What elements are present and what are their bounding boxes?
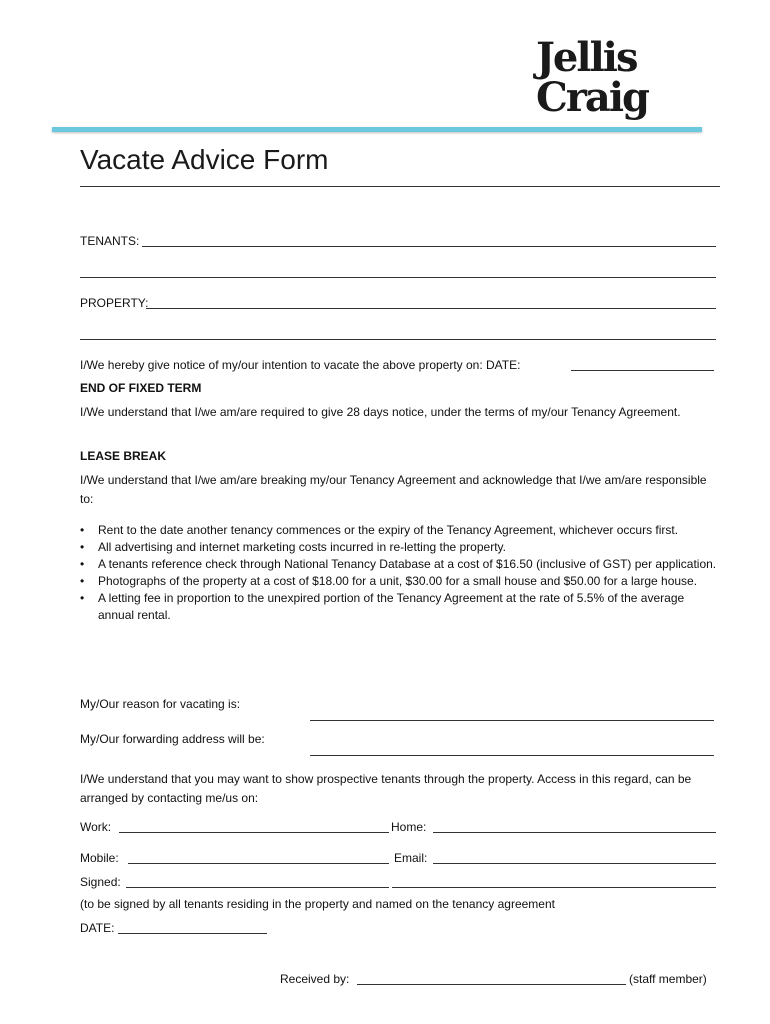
home-phone-field[interactable] xyxy=(433,832,716,833)
bullet-icon: • xyxy=(80,523,85,537)
signature-field-1[interactable] xyxy=(126,887,389,888)
notice-text: I/We hereby give notice of my/our intention to vacate the above property on: DATE: xyxy=(80,358,521,372)
forwarding-address-field[interactable] xyxy=(310,755,714,756)
reason-field[interactable] xyxy=(310,720,714,721)
lease-break-list xyxy=(80,522,720,624)
received-by-field[interactable] xyxy=(357,984,626,985)
signed-label: Signed: xyxy=(80,875,121,889)
tenants-label: TENANTS: xyxy=(80,234,140,248)
property-field-line-2[interactable] xyxy=(80,339,716,340)
email-label: Email: xyxy=(394,851,428,865)
lease-break-text: I/We understand that I/we am/are breaking my/our Tenancy Agreement and acknowledge that I/we am/are responsible to: xyxy=(80,473,707,506)
logo-line-2: Craig xyxy=(536,74,648,121)
header-accent-bar xyxy=(52,127,702,132)
list-item: • A letting fee in proportion to the unexpired portion of the Tenancy Agreement at the rate of 5.5% of the average annual rental. xyxy=(80,591,685,622)
fixed-term-heading: END OF FIXED TERM xyxy=(80,381,202,395)
property-label: PROPERTY: xyxy=(80,296,149,310)
vacate-date-field[interactable] xyxy=(571,370,714,371)
list-item: • A tenants reference check through National Tenancy Database at a cost of $16.50 (inclusive of GST) per application. xyxy=(80,557,717,571)
signed-note: (to be signed by all tenants residing in the property and named on the tenancy agreement xyxy=(80,897,555,911)
work-label: Work: xyxy=(80,820,112,834)
bullet-icon: • xyxy=(80,591,85,605)
list-item: • Photographs of the property at a cost of $18.00 for a unit, $30.00 for a small house and $50.00 for a large house. xyxy=(80,574,698,588)
logo-line-1: Jellis xyxy=(536,34,637,81)
mobile-phone-field[interactable] xyxy=(128,863,389,864)
signature-field-2[interactable] xyxy=(392,887,716,888)
reason-label: My/Our reason for vacating is: xyxy=(80,697,241,711)
bullet-icon: • xyxy=(80,574,85,588)
fixed-term-text: I/We understand that I/we am/are required to give 28 days notice, under the terms of my/our Tenancy Agreement. xyxy=(80,405,681,419)
list-item: • All advertising and internet marketing costs incurred in re-letting the property. xyxy=(80,540,506,554)
bullet-icon: • xyxy=(80,540,85,554)
mobile-label: Mobile: xyxy=(80,851,119,865)
jellis-craig-logo xyxy=(536,34,666,128)
date-field[interactable] xyxy=(118,933,267,934)
tenants-field-line-2[interactable] xyxy=(80,277,716,278)
bullet-icon: • xyxy=(80,557,85,571)
access-text: I/We understand that you may want to show prospective tenants through the property. Access in this regard, can be arranged by contacting me/us on: xyxy=(80,772,692,805)
forwarding-label: My/Our forwarding address will be: xyxy=(80,732,265,746)
received-by-label: Received by: xyxy=(280,972,350,986)
page-title: Vacate Advice Form xyxy=(80,144,329,175)
email-field[interactable] xyxy=(433,863,716,864)
staff-member-note: (staff member) xyxy=(629,972,707,986)
list-item: • Rent to the date another tenancy commences or the expiry of the Tenancy Agreement, whichever occurs first. xyxy=(80,523,679,537)
date-label: DATE: xyxy=(80,921,115,935)
home-label: Home: xyxy=(391,820,427,834)
title-divider xyxy=(80,186,720,187)
lease-break-heading: LEASE BREAK xyxy=(80,449,167,463)
work-phone-field[interactable] xyxy=(119,832,389,833)
property-field[interactable] xyxy=(146,308,716,309)
tenants-field[interactable] xyxy=(142,246,716,247)
